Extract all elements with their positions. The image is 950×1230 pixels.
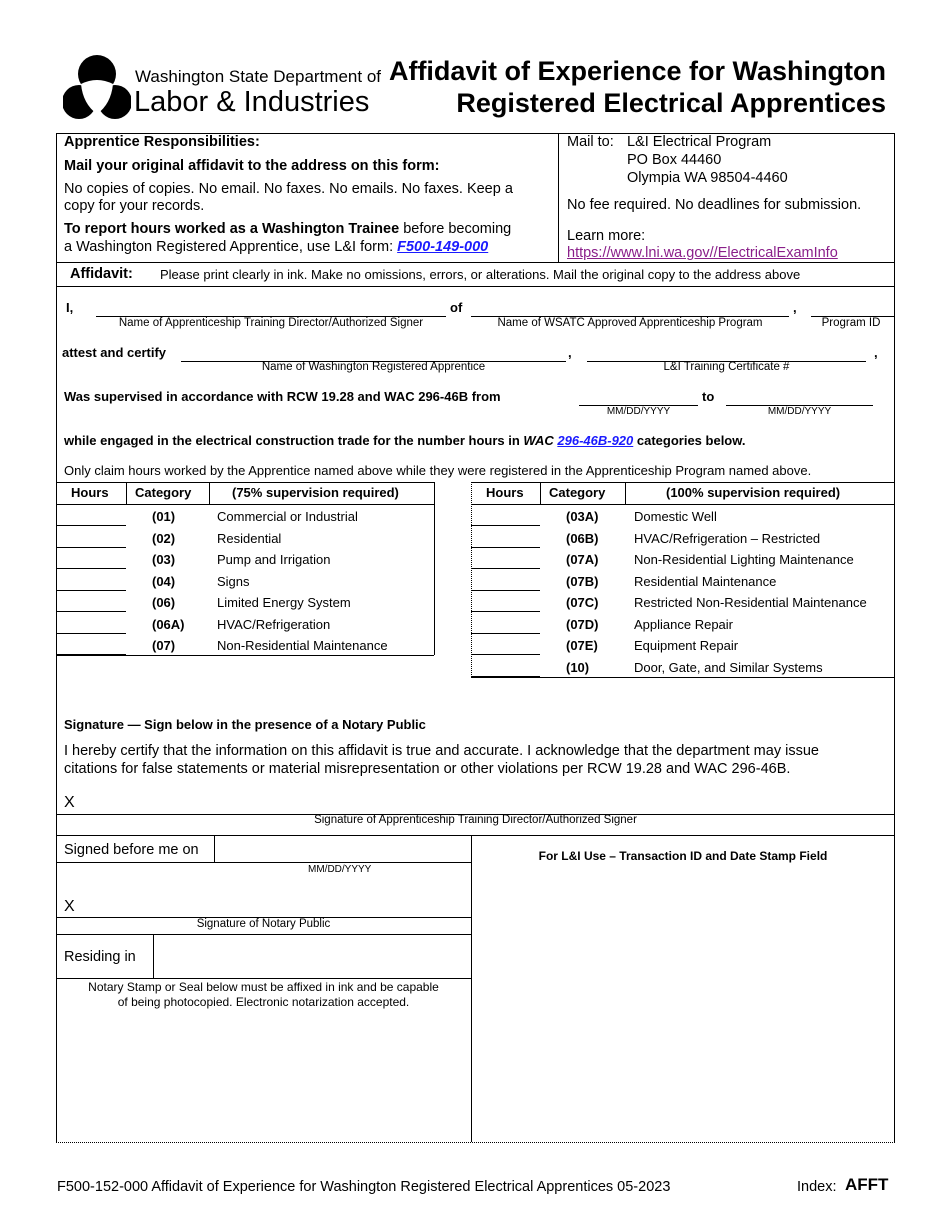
only-claim-text: Only claim hours worked by the Apprentice named above while they were registered in the Apprenticeship Program named above. (64, 463, 812, 478)
index-label: Index: (797, 1179, 837, 1195)
mail-address-2: PO Box 44460 (627, 152, 722, 168)
signer-caption: Name of Apprenticeship Training Director/Authorized Signer (118, 317, 424, 329)
no-copies-text-2: copy for your records. (64, 198, 205, 214)
category-description: Restricted Non-Residential Maintenance (634, 595, 867, 610)
category-description: Signs (217, 573, 250, 589)
mail-address-3: Olympia WA 98504-4460 (627, 170, 788, 186)
apprentice-caption: Name of Washington Registered Apprentice (261, 361, 486, 373)
table-header: (100% supervision required) (666, 485, 841, 500)
hours-input[interactable] (56, 525, 126, 526)
index-code: AFFT (845, 1175, 889, 1194)
stamp-text-1: Notary Stamp or Seal below must be affixed in ink and be capable (88, 980, 439, 994)
hours-input[interactable] (471, 676, 540, 677)
no-fee-text: No fee required. No deadlines for submission. (567, 197, 862, 213)
hours-input[interactable] (471, 633, 540, 634)
hours-input[interactable] (56, 590, 126, 591)
from-date-caption: MM/DD/YYYY (606, 406, 671, 417)
mail-instruction: Mail your original affidavit to the address on this form: (64, 158, 440, 174)
table-header: Hours (71, 485, 109, 500)
notary-x-mark: X (64, 898, 75, 915)
hours-input[interactable] (56, 611, 126, 612)
agency-name-large: Labor & Industries (134, 86, 370, 118)
category-description: HVAC/Refrigeration (217, 616, 331, 632)
category-description: Residential (217, 530, 282, 546)
category-code: (10) (566, 659, 590, 675)
stamp-text-2: of being photocopied. Electronic notarization accepted. (117, 995, 410, 1009)
category-code: (07E) (566, 638, 598, 653)
category-description: Appliance Repair (634, 616, 734, 632)
mail-address-1: L&I Electrical Program (627, 134, 772, 150)
category-code: (07D) (566, 616, 599, 632)
signed-before-label: Signed before me on (64, 842, 199, 858)
category-code: (06A) (152, 616, 185, 632)
notary-date-caption: MM/DD/YYYY (308, 864, 372, 875)
footer-form-id: F500-152-000 Affidavit of Experience for Washington Registered Electrical Apprentices 05-2023 (57, 1179, 671, 1195)
responsibilities-heading: Apprentice Responsibilities: (64, 134, 260, 150)
hours-input[interactable] (471, 590, 540, 591)
comma: , (793, 300, 797, 315)
hours-input[interactable] (471, 611, 540, 612)
hours-input[interactable] (56, 568, 126, 569)
certify-text-1: I hereby certify that the information on this affidavit is true and accurate. I acknowledge that the department may issue (64, 743, 819, 759)
signature-caption: Signature of Apprenticeship Training Director/Authorized Signer (314, 814, 637, 826)
cert-caption: L&I Training Certificate # (663, 361, 790, 373)
residing-field[interactable] (154, 935, 471, 978)
category-description: Limited Energy System (217, 595, 351, 610)
engaged-text: while engaged in the electrical construction trade for the number hours in WAC 296-46B-920 categories below. (64, 433, 746, 448)
program-caption: Name of WSATC Approved Apprenticeship Program (497, 317, 763, 329)
category-description: HVAC/Refrigeration – Restricted (634, 530, 821, 546)
notary-date-field[interactable] (215, 836, 471, 862)
category-code: (03) (152, 552, 176, 567)
category-description: Non-Residential Lighting Maintenance (634, 552, 854, 567)
comma: , (568, 345, 572, 360)
hours-input[interactable] (56, 654, 126, 655)
category-code: (06) (152, 595, 176, 610)
program-id-caption: Program ID (821, 317, 881, 329)
table-header: Hours (486, 485, 524, 500)
hours-input[interactable] (471, 525, 540, 526)
hours-input[interactable] (56, 547, 126, 548)
category-code: (01) (152, 509, 176, 524)
table-header: Category (549, 485, 606, 500)
category-description: Residential Maintenance (634, 573, 777, 589)
comma: , (874, 345, 878, 360)
attest-label: attest and certify (62, 345, 167, 360)
category-description: Commercial or Industrial (217, 509, 358, 524)
category-code: (07B) (566, 573, 599, 589)
category-code: (03A) (566, 509, 599, 524)
signature-x-mark: X (64, 794, 75, 811)
to-label: to (702, 389, 715, 404)
learn-more-link[interactable]: https://www.lni.wa.gov//ElectricalExamInfo (567, 245, 838, 261)
certify-text-2: citations for false statements or material misrepresentation or other violations per RCW 19.28 and WAC 296-46B. (64, 761, 791, 777)
category-code: (07) (152, 638, 176, 653)
hours-input[interactable] (471, 654, 540, 655)
hours-input[interactable] (471, 568, 540, 569)
mail-to-label: Mail to: (567, 134, 614, 150)
table-header: Category (135, 485, 192, 500)
affidavit-label: Affidavit: (70, 266, 133, 282)
category-code: (07C) (566, 595, 599, 610)
page-title-line2: Registered Electrical Apprentices (456, 88, 886, 118)
category-code: (04) (152, 573, 176, 589)
category-description: Door, Gate, and Similar Systems (634, 659, 823, 675)
category-description: Pump and Irrigation (217, 552, 331, 567)
trainee-text: To report hours worked as a Washington Trainee before becoming (64, 221, 512, 237)
category-code: (02) (152, 530, 176, 546)
learn-more-label: Learn more: (567, 228, 646, 244)
i-label: I, (66, 300, 74, 315)
category-description: Domestic Well (634, 509, 717, 524)
notary-sig-caption: Signature of Notary Public (196, 918, 331, 930)
affidavit-instructions: Please print clearly in ink. Make no omissions, errors, or alterations. Mail the original copy to the address above (160, 267, 801, 282)
hours-input[interactable] (471, 547, 540, 548)
supervised-text: Was supervised in accordance with RCW 19.28 and WAC 296-46B from (64, 389, 501, 404)
category-code: (07A) (566, 552, 599, 567)
li-use-label: For L&I Use – Transaction ID and Date Stamp Field (538, 849, 828, 863)
category-description: Non-Residential Maintenance (217, 638, 388, 653)
page-title: Affidavit of Experience for Washington (388, 56, 886, 86)
to-date-caption: MM/DD/YYYY (767, 406, 832, 417)
li-logo-icon (63, 54, 131, 122)
category-code: (06B) (566, 530, 599, 546)
trainee-text-2: a Washington Registered Apprentice, use L&I form: F500-149-000 (64, 239, 489, 255)
form-f500-149-link[interactable]: F500-149-000 (397, 239, 489, 255)
of-label: of (450, 300, 463, 315)
no-copies-text: No copies of copies. No email. No faxes. No emails. No faxes. Keep a (64, 181, 513, 197)
hours-input[interactable] (56, 633, 126, 634)
category-description: Equipment Repair (634, 638, 739, 653)
residing-label: Residing in (64, 949, 136, 965)
table-header: (75% supervision required) (232, 485, 399, 500)
agency-name: Washington State Department of (135, 67, 382, 86)
signature-heading: Signature — Sign below in the presence of a Notary Public (64, 717, 426, 732)
wac-link[interactable]: 296-46B-920 (557, 433, 634, 448)
